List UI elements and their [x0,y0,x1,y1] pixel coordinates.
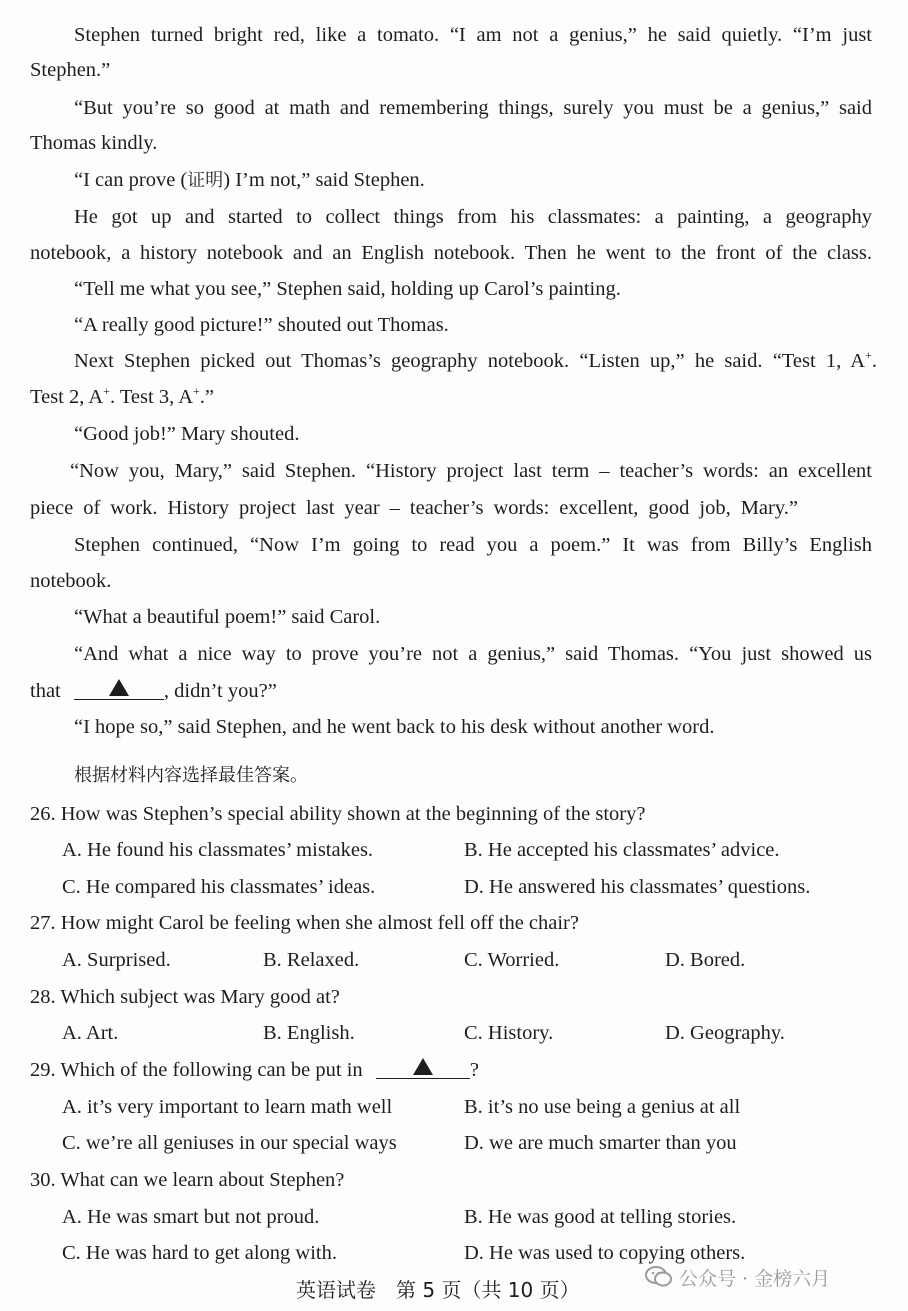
story-line: “Tell me what you see,” Stephen said, holding up Carol’s painting. [74,278,621,300]
triangle-icon [413,1058,433,1075]
story-line: piece of work. History project last year – teacher’s words: excellent, good job, Mary.” [30,497,798,519]
story-line: “What a beautiful poem!” said Carol. [74,606,381,628]
option: B. He accepted his classmates’ advice. [464,839,780,861]
option: A. He was smart but not proud. [62,1206,320,1228]
option: A. He found his classmates’ mistakes. [62,839,374,861]
option: D. He answered his classmates’ questions. [464,876,811,898]
question-stem: 29. Which of the following can be put in ? [30,1056,479,1084]
story-line: “Now you, Mary,” said Stephen. “History project last term – teacher’s words: an excellent [70,460,872,482]
story-line: He got up and started to collect things from his classmates: a painting, a geography [74,206,872,228]
option: D. Geography. [665,1022,785,1044]
story-line: that , didn’t you?” [30,677,277,705]
story-line: “And what a nice way to prove you’re not a genius,” said Thomas. “You just showed us [74,643,872,665]
option: D. He was used to copying others. [464,1242,746,1264]
story-line: notebook, a history notebook and an English notebook. Then he went to the front of the class. [30,242,872,264]
question-stem: 28. Which subject was Mary good at? [30,986,340,1008]
option: C. History. [464,1022,554,1044]
option: C. He was hard to get along with. [62,1242,337,1264]
question-stem: 30. What can we learn about Stephen? [30,1169,345,1191]
story-line: “I can prove (证明) I’m not,” said Stephen. [74,169,425,191]
option: A. Art. [62,1022,119,1044]
watermark [645,1262,830,1292]
option: C. we’re all geniuses in our special ways [62,1132,397,1154]
story-line: Test 2, A+. Test 3, A+.” [30,384,215,408]
watermark-text: 公众号 · 金榜六月 [679,1267,831,1290]
story-line: Next Stephen picked out Thomas’s geography notebook. “Listen up,” he said. “Test 1, A+. [74,348,877,372]
option: B. He was good at telling stories. [464,1206,737,1228]
story-line: Stephen turned bright red, like a tomato. “I am not a genius,” he said quietly. “I’m just [74,24,872,46]
option: D. Bored. [665,949,746,971]
option: C. Worried. [464,949,560,971]
question-stem: 26. How was Stephen’s special ability shown at the beginning of the story? [30,803,646,825]
answer-blank [376,1056,470,1079]
option: D. we are much smarter than you [464,1132,737,1154]
triangle-icon [109,679,129,696]
question-stem: 27. How might Carol be feeling when she almost fell off the chair? [30,912,579,934]
option: A. Surprised. [62,949,171,971]
option: B. English. [263,1022,355,1044]
option: C. He compared his classmates’ ideas. [62,876,376,898]
option: B. Relaxed. [263,949,360,971]
option: B. it’s no use being a genius at all [464,1096,741,1118]
answer-blank [74,677,164,700]
option: A. it’s very important to learn math well [62,1096,393,1118]
story-line: “But you’re so good at math and remembering things, surely you must be a genius,” said [74,97,872,119]
story-line: Stephen.” [30,59,111,81]
instructions: 根据材料内容选择最佳答案。 [74,765,308,786]
story-line: Stephen continued, “Now I’m going to read you a poem.” It was from Billy’s English [74,534,872,556]
chinese-gloss: 证明 [187,170,224,191]
story-line: “I hope so,” said Stephen, and he went back to his desk without another word. [74,716,715,738]
wechat-official-account-icon [645,1265,673,1289]
page-footer: 英语试卷 第 5 页（共 10 页） [296,1278,580,1302]
story-line: notebook. [30,570,112,592]
story-line: “A really good picture!” shouted out Thomas. [74,314,449,336]
story-line: “Good job!” Mary shouted. [74,423,300,445]
story-line: Thomas kindly. [30,132,158,154]
